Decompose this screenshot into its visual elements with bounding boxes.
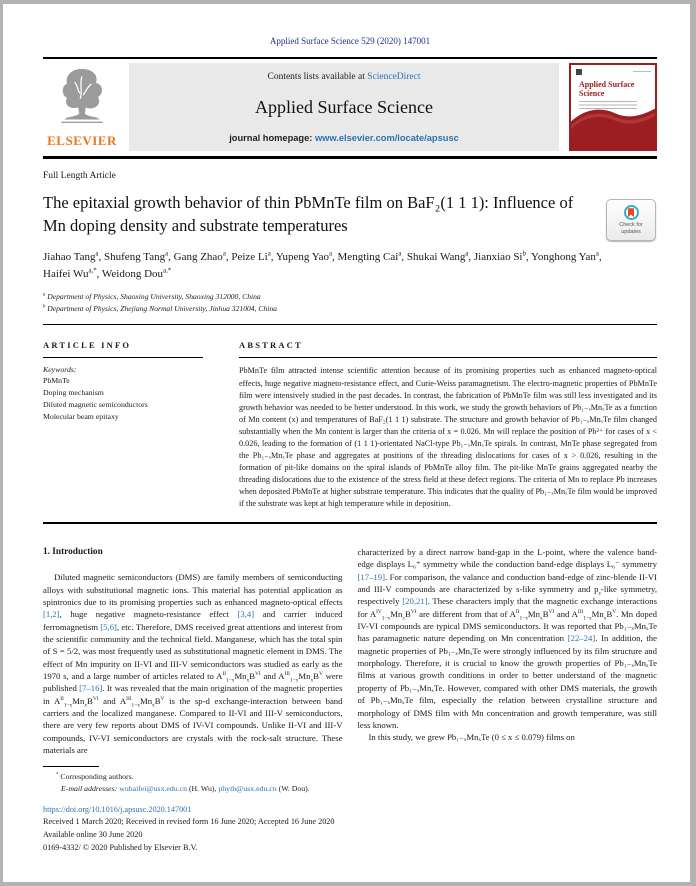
- text-segment: , Shukai Wang: [401, 250, 466, 263]
- info-abstract-block: [43, 325, 657, 510]
- text-segment: Jiahao Tang: [43, 250, 96, 263]
- section-divider: [43, 522, 657, 524]
- text-segment: V: [160, 695, 165, 702]
- text-segment: x: [152, 702, 155, 709]
- affiliations: [43, 291, 657, 315]
- text-segment: 1−x: [583, 615, 592, 622]
- contents-line: [135, 72, 553, 82]
- abstract-heading-rule: [239, 357, 657, 358]
- text-segment: II: [60, 695, 64, 702]
- intro-paragraph-1: [43, 571, 343, 756]
- text-segment: -like symmetry, respectively: [357, 584, 657, 607]
- doi-link[interactable]: https://doi.org/10.1016/j.apsusc.2020.147001: [43, 804, 192, 814]
- text-segment: a: [43, 292, 46, 298]
- authors-line: [43, 249, 618, 283]
- text-segment: a: [267, 250, 271, 258]
- text-segment: 1−x: [519, 615, 528, 622]
- text-segment: IV: [376, 608, 382, 615]
- text-segment: . For comparison, the valance and conduction band-edge of zinc-blende II-VI and III-V compounds are characterized by s-like symmetry and p: [357, 571, 657, 595]
- text-segment: x: [246, 677, 250, 684]
- text-segment: *: [56, 772, 59, 778]
- text-segment: . It was revealed that the main origination of the magnetic properties in A: [43, 683, 343, 706]
- journal-cover-thumbnail: [569, 63, 657, 151]
- text-segment: . Mn doped IV-VI compounds are typical DMS semiconductors. It was reported that Pb₁₋ₓMnₓTe has paramagnetic nature depending on Mn concentration: [357, 608, 657, 644]
- affiliation-a: [43, 291, 657, 303]
- introduction-columns: [43, 546, 657, 756]
- text-segment: z: [598, 590, 601, 597]
- homepage-link[interactable]: www.elsevier.com/locate/apsusc: [314, 132, 459, 143]
- text-segment: VI: [92, 695, 99, 702]
- copyright-line: 0169-4332/ © 2020 Published by Elsevier B.V.: [43, 842, 198, 852]
- text-segment: x: [310, 677, 314, 684]
- elsevier-logo: [43, 63, 121, 151]
- text-segment: b: [43, 304, 46, 310]
- text-segment: (H. Wu),: [187, 784, 219, 794]
- text-segment: a: [222, 250, 226, 258]
- inline-link[interactable]: [22–24]: [567, 633, 596, 644]
- masthead-center: [129, 63, 559, 151]
- text-segment: , Gang Zhao: [168, 250, 223, 263]
- text-segment: a: [595, 250, 599, 258]
- text-segment: III: [577, 608, 584, 615]
- check-updates-badge[interactable]: [606, 199, 656, 241]
- journal-title: Applied Surface Science: [255, 96, 433, 117]
- text-segment: , Weidong Dou: [96, 267, 164, 280]
- cover-issue-line: [633, 71, 651, 73]
- article-head: [43, 159, 657, 314]
- keyword-item: Diluted magnetic semiconductors: [43, 399, 148, 409]
- article-info-heading: ARTICLE INFO: [43, 340, 132, 351]
- masthead: [43, 59, 657, 154]
- text-segment: 1−x: [289, 677, 299, 684]
- article-info-section: [43, 325, 203, 510]
- keyword-item: PbMnTe: [43, 376, 70, 386]
- text-segment: x: [402, 615, 405, 622]
- keywords-label: Keywords:: [43, 365, 77, 375]
- text-segment: B: [542, 608, 549, 619]
- text-segment: x: [603, 615, 607, 622]
- text-segment: characterized by a direct narrow band-gap in the L-point, where the valence band-edge displays L₆⁺ symmetry while the conduction band-edge displays L₆⁻ symmetry: [357, 547, 657, 570]
- corresponding-note: [43, 771, 378, 783]
- text-segment: . These characters imply that the magnetic exchange interactions for A: [357, 596, 657, 619]
- journal-citation: Applied Surface Science 529 (2020) 147001: [269, 36, 431, 46]
- check-updates-label: Check for updates: [619, 222, 643, 235]
- article-info-heading-rule: [43, 357, 203, 358]
- text-segment: Mn: [527, 608, 540, 619]
- text-segment: B: [606, 608, 613, 619]
- inline-link[interactable]: [3,4]: [237, 609, 255, 620]
- text-segment: II: [515, 608, 520, 615]
- affiliation-b: [43, 303, 657, 315]
- email-line: [43, 783, 378, 795]
- text-segment: , Yupeng Yao: [270, 250, 329, 263]
- keyword-item: Doping mechanism: [43, 388, 104, 398]
- text-segment: B: [154, 695, 161, 706]
- text-segment: Mn: [234, 670, 247, 681]
- text-segment: Mn: [139, 695, 153, 706]
- homepage-prefix: journal homepage:: [229, 132, 315, 143]
- text-segment: a,*: [88, 267, 97, 275]
- text-segment: (W. Dou).: [276, 784, 310, 794]
- received-line: Received 1 March 2020; Received in revised form 16 June 2020; Accepted 16 June 2020: [43, 817, 335, 827]
- text-segment: Mn: [390, 608, 403, 619]
- text-segment: B: [404, 608, 411, 619]
- check-updates-icon: [624, 205, 639, 220]
- text-segment: Mn: [72, 695, 85, 706]
- text-segment: III: [126, 695, 132, 702]
- text-segment: a,*: [163, 267, 172, 275]
- text-segment: b: [522, 250, 526, 258]
- text-segment: x: [84, 702, 88, 709]
- inline-link[interactable]: wuhaifei@usx.edu.cn: [119, 784, 187, 794]
- intro-heading: 1. Introduction: [43, 547, 103, 558]
- text-segment: Diluted magnetic semiconductors (DMS) are family members of semiconducting alloys with substitutional magnetic ions. This material has potential application as spintronics due to its promising properties such as enhanced magneto-optical effects: [43, 572, 343, 607]
- keywords-list: [43, 375, 203, 422]
- text-segment: , Jianxiao Si: [468, 250, 523, 263]
- text-segment: VI: [548, 608, 555, 615]
- cover-wave: [571, 105, 655, 149]
- cover-publisher-mark-icon: [576, 69, 582, 75]
- text-segment: II: [222, 671, 227, 678]
- text-segment: and carrier induced ferromagnetism: [43, 609, 343, 632]
- text-segment: , huge negative magneto-resistance effect: [59, 609, 238, 620]
- keyword-item: Molecular beam epitaxy: [43, 411, 119, 421]
- footnote-block: [43, 766, 378, 794]
- abstract-text: PbMnTe film attracted intense scientific attention because of its promising properties such as enhanced magneto-optical effects, huge negative magneto-resistance effect, and Curie-Weiss paramagnetism. The electro-magnetic properties of PbMnTe film were intensively studied in the past decades. In contrast, the fabrication of PbMnTe film was still less investigated and its growth behavior was needed to be better understood. In this work, we study the growth behaviors of Pb₁₋ₓMnₓTe as a function of Mn content (x) and temperatures of BaF₂(1 1 1) substrate. The structure and growth behavior of Pb₁₋ₓMnₓTe film changed substantially when the Mn content is larger than the criteria of x = 0.026. Mn will replace the position of Pb²⁺ for cases of x < 0.026, leading to the formation of (1 1 1)-orientated NaCl-type Pb₁₋ₓMnₓTe spirals. In contrast, MnTe phase segregated from the Pb₁₋ₓMnₓTe phase and aggregates at positions of the threading dislocations for cases of x > 0.026, resulting in the formation of pit-like domains on the spiral islands of PbMnTe alloy film. The pit-like MnTe grains aggregated nearby the threading dislocations due to the existence of the stress field at these defect regions. The criteria of Mn to replace Pb increases when deposited PbMnTe at higher substrate temperature. This indicates that the quality of Pb₁₋ₓMnₓTe film would be improved if the substrate was kept at high temperature while in deposition.: [239, 366, 657, 508]
- text-segment: B: [87, 695, 93, 706]
- article-type-label: Full Length Article: [43, 171, 116, 181]
- text-segment: and A: [98, 695, 127, 706]
- text-segment: In this study, we grew Pb₁₋ₓMnₓTe (0 ≤ x ≤ 0.079) films on: [368, 732, 575, 743]
- text-segment: VI: [410, 608, 417, 615]
- cover-title: Applied Surface Science: [579, 79, 635, 98]
- text-segment: , etc. Therefore, DMS received great attentions and interest from the scientific community and the technical field. Manganese, which has the total spin of S = 5/2, was most frequently used as substitutional magnetic element in DMS. The effect of Mn impurity on II-VI and III-V semiconductors was studied as early as the 1970 s, and a large number of articles related to A: [43, 621, 343, 681]
- text-segment: 1−x: [131, 702, 140, 709]
- text-segment: were published: [43, 670, 343, 694]
- text-segment: B: [313, 670, 319, 681]
- text-segment: , Shufeng Tang: [98, 250, 166, 263]
- text-segment: . In addition, the magnetic properties of Pb₁₋ₓMnₓTe were strongly influenced by its film structure and morphology. Therefore, it is crucial to know the growth properties of Pb₁₋ₓMnₓTe films at various growth conditions in order to better understand of the magnetic property of Pb₁₋ₓMnₓTe. However, compared with other DMS materials, the growth of Pb₁₋ₓMnₓTe film, especially the relation between crystalline structure and morphology of DMS film with Mn concentration and growth temperature, was still less known.: [357, 633, 658, 730]
- text-segment: 1−x: [381, 615, 391, 622]
- text-segment: Department of Physics, Shaoxing University, Shaoxing 312000, China: [45, 291, 261, 301]
- text-segment: Mn: [298, 670, 311, 681]
- text-segment: is the sp-d exchange-interaction between band carriers and the localized manganese. Compared to II-VI and III-V semiconductors, there are very few reports about DMS of IV-VI compounds. Unlike II-VI and III-V compounds, IV-VI semiconductors are crystals with the rock-salt structure. These materials are: [43, 695, 343, 756]
- available-line: Available online 30 June 2020: [43, 830, 143, 840]
- text-segment: a: [165, 250, 169, 258]
- text-segment: , Haifei Wu: [43, 250, 602, 280]
- text-segment: 1−x: [226, 677, 235, 684]
- intro-col-right: [358, 546, 658, 756]
- inline-link[interactable]: phyth@usx.edu.cn: [218, 784, 277, 794]
- text-segment: Corresponding authors.: [58, 772, 134, 782]
- text-segment: are different from that of A: [416, 608, 516, 619]
- text-segment: VI: [255, 671, 261, 678]
- inline-link[interactable]: [1,2]: [43, 609, 60, 620]
- text-segment: and A: [260, 670, 285, 681]
- text-segment: V: [318, 671, 323, 678]
- text-segment: , Yonghong Yan: [525, 250, 596, 263]
- footnote-rule: [43, 766, 99, 767]
- text-segment: , Mengting Cai: [332, 250, 399, 263]
- text-segment: , Peize Li: [225, 250, 268, 263]
- text-segment: a: [329, 250, 333, 258]
- intro-paragraph-2: [358, 546, 658, 731]
- sciencedirect-link[interactable]: ScienceDirect: [367, 71, 421, 82]
- text-segment: and A: [554, 608, 578, 619]
- pdf-page: [3, 4, 690, 882]
- inline-link[interactable]: [17–19]: [357, 571, 386, 582]
- text-segment: Department of Physics, Zhejiang Normal University, Jinhua 321004, China: [45, 303, 277, 313]
- text-segment: Mn: [591, 608, 604, 619]
- text-segment: V: [612, 608, 617, 615]
- text-segment: x: [540, 615, 543, 622]
- inline-link[interactable]: [5,6]: [100, 621, 117, 632]
- footer-block: [43, 804, 657, 855]
- elsevier-tree-icon: [53, 67, 111, 132]
- homepage-line: [135, 133, 553, 143]
- text-segment: 1−x: [63, 702, 73, 709]
- inline-link[interactable]: [20,21]: [402, 596, 428, 607]
- inline-link[interactable]: [7–16]: [79, 683, 103, 694]
- contents-prefix: Contents lists available at: [267, 71, 368, 82]
- text-segment: E-mail addresses:: [61, 784, 120, 794]
- bookmark-icon: [628, 208, 634, 217]
- text-segment: B: [249, 670, 255, 681]
- intro-col-left: [43, 546, 343, 756]
- elsevier-wordmark: ELSEVIER: [47, 132, 117, 148]
- article-title: The epitaxial growth behavior of thin PbMnTe film on BaF₂(1 1 1): Influence of Mn doping density and substrate temperatures: [43, 193, 574, 236]
- text-segment: a: [465, 250, 469, 258]
- intro-paragraph-3: [358, 731, 658, 743]
- text-segment: III: [284, 671, 290, 678]
- abstract-section: [239, 325, 657, 510]
- text-segment: a: [398, 250, 402, 258]
- abstract-heading: ABSTRACT: [239, 340, 303, 351]
- text-segment: a: [95, 250, 99, 258]
